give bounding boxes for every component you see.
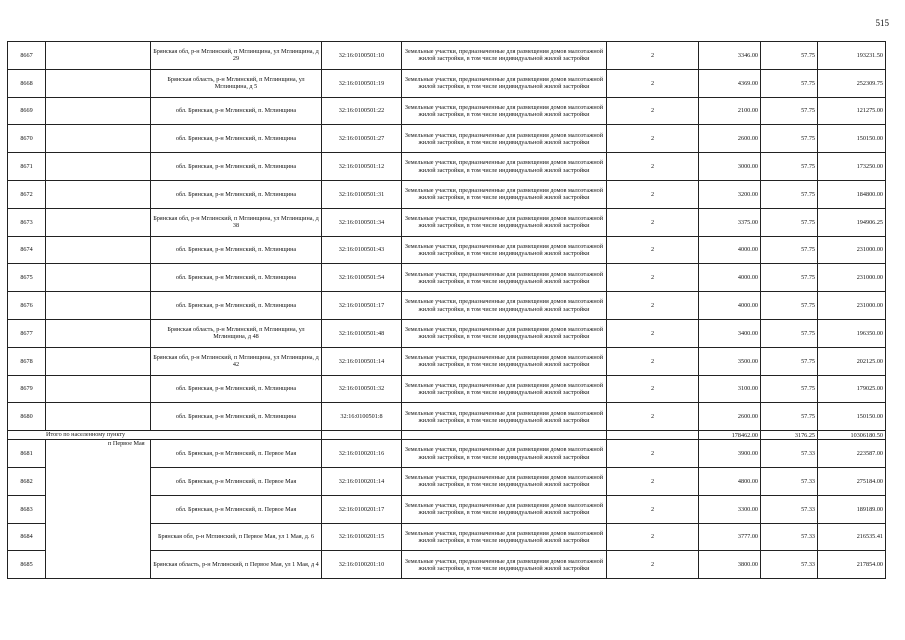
spacer-cell: [46, 375, 151, 403]
land-use-cell: Земельные участки, предназначенные для размещения домов малоэтажной жилой застройки, в том числе индивидуальной жилой застройки: [402, 523, 607, 551]
cadastral-value-cell: 150150.00: [818, 125, 886, 153]
address-cell: обл. Брянская, р-н Мглинский, п. Мглинщина: [151, 125, 322, 153]
area-cell: 3375.00: [699, 208, 761, 236]
rate-cell: 57.75: [761, 69, 818, 97]
address-cell: Брянская область, р-н Мглинский, п Первое Мая, ул 1 Мая, д 4: [151, 551, 322, 579]
address-cell: обл. Брянская, р-н Мглинский, п. Мглинщина: [151, 403, 322, 431]
rate-cell: 57.75: [761, 42, 818, 70]
address-cell: Брянская обл, р-н Мглинский, п Мглинщина, ул Мглинщина, д 38: [151, 208, 322, 236]
cadastral-number-cell: 32:16:0100201:14: [322, 467, 402, 495]
row-number: 8677: [8, 319, 46, 347]
area-cell: 3800.00: [699, 551, 761, 579]
land-use-cell: Земельные участки, предназначенные для размещения домов малоэтажной жилой застройки, в том числе индивидуальной жилой застройки: [402, 69, 607, 97]
land-use-cell: Земельные участки, предназначенные для размещения домов малоэтажной жилой застройки, в том числе индивидуальной жилой застройки: [402, 208, 607, 236]
cadastral-number-cell: 32:16:0100501:31: [322, 180, 402, 208]
table-row: [8, 153, 886, 181]
table-row: [8, 440, 886, 468]
land-use-cell: Земельные участки, предназначенные для размещения домов малоэтажной жилой застройки, в том числе индивидуальной жилой застройки: [402, 467, 607, 495]
rate-cell: 57.75: [761, 180, 818, 208]
subtotal-area: 178462.00: [699, 431, 761, 440]
row-number: 8668: [8, 69, 46, 97]
area-cell: 4000.00: [699, 264, 761, 292]
area-cell: 2600.00: [699, 125, 761, 153]
table-row: [8, 264, 886, 292]
table-row: [8, 375, 886, 403]
address-cell: обл. Брянская, р-н Мглинский, п. Мглинщина: [151, 180, 322, 208]
land-use-cell: Земельные участки, предназначенные для размещения домов малоэтажной жилой застройки, в том числе индивидуальной жилой застройки: [402, 319, 607, 347]
subtotal-body: [8, 431, 886, 440]
cadastral-value-cell: 173250.00: [818, 153, 886, 181]
category-cell: 2: [607, 264, 699, 292]
cadastral-value-cell: 231000.00: [818, 264, 886, 292]
cadastral-value-cell: 189189.00: [818, 495, 886, 523]
category-cell: 2: [607, 69, 699, 97]
land-registry-table: [7, 41, 886, 579]
land-use-cell: Земельные участки, предназначенные для размещения домов малоэтажной жилой застройки, в том числе индивидуальной жилой застройки: [402, 125, 607, 153]
subtotal-label: Итого по населенному пункту: [8, 431, 322, 440]
spacer-cell: [46, 42, 151, 70]
address-cell: Брянская обл, р-н Мглинский, п Мглинщина, ул Мглинщина, д 29: [151, 42, 322, 70]
cadastral-value-cell: 231000.00: [818, 292, 886, 320]
area-cell: 3100.00: [699, 375, 761, 403]
group1-body: [8, 42, 886, 431]
spacer-cell: [46, 292, 151, 320]
area-cell: 3400.00: [699, 319, 761, 347]
category-cell: 2: [607, 467, 699, 495]
rate-cell: 57.75: [761, 153, 818, 181]
area-cell: 3200.00: [699, 180, 761, 208]
row-number: 8682: [8, 467, 46, 495]
cadastral-value-cell: 196350.00: [818, 319, 886, 347]
row-number: 8685: [8, 551, 46, 579]
rate-cell: 57.75: [761, 125, 818, 153]
cadastral-value-cell: 202125.00: [818, 347, 886, 375]
category-cell: 2: [607, 347, 699, 375]
cadastral-value-cell: 184800.00: [818, 180, 886, 208]
cadastral-number-cell: 32:16:0100501:32: [322, 375, 402, 403]
cadastral-number-cell: 32:16:0100501:27: [322, 125, 402, 153]
address-cell: обл. Брянская, р-н Мглинский, п. Мглинщина: [151, 375, 322, 403]
row-number: 8670: [8, 125, 46, 153]
rate-cell: 57.75: [761, 97, 818, 125]
row-number: 8667: [8, 42, 46, 70]
area-cell: 3000.00: [699, 153, 761, 181]
cadastral-number-cell: 32:16:0100501:10: [322, 42, 402, 70]
cadastral-number-cell: 32:16:0100501:34: [322, 208, 402, 236]
cadastral-number-cell: 32:16:0100201:15: [322, 523, 402, 551]
land-use-cell: Земельные участки, предназначенные для размещения домов малоэтажной жилой застройки, в том числе индивидуальной жилой застройки: [402, 264, 607, 292]
spacer-cell: [46, 347, 151, 375]
category-cell: 2: [607, 375, 699, 403]
rate-cell: 57.33: [761, 495, 818, 523]
row-number: 8684: [8, 523, 46, 551]
table-row: [8, 42, 886, 70]
cadastral-value-cell: 223587.00: [818, 440, 886, 468]
category-cell: 2: [607, 125, 699, 153]
cadastral-value-cell: 179025.00: [818, 375, 886, 403]
row-number: 8674: [8, 236, 46, 264]
land-use-cell: Земельные участки, предназначенные для размещения домов малоэтажной жилой застройки, в том числе индивидуальной жилой застройки: [402, 551, 607, 579]
land-use-cell: Земельные участки, предназначенные для размещения домов малоэтажной жилой застройки, в том числе индивидуальной жилой застройки: [402, 180, 607, 208]
category-cell: 2: [607, 551, 699, 579]
area-cell: 3500.00: [699, 347, 761, 375]
area-cell: 2600.00: [699, 403, 761, 431]
land-use-cell: Земельные участки, предназначенные для размещения домов малоэтажной жилой застройки, в том числе индивидуальной жилой застройки: [402, 97, 607, 125]
row-number: 8683: [8, 495, 46, 523]
group2-body: [8, 440, 886, 579]
row-number: 8673: [8, 208, 46, 236]
cadastral-value-cell: 216535.41: [818, 523, 886, 551]
area-cell: 4800.00: [699, 467, 761, 495]
area-cell: 4369.00: [699, 69, 761, 97]
table-row: [8, 125, 886, 153]
table-row: [8, 208, 886, 236]
area-cell: 3777.00: [699, 523, 761, 551]
address-cell: обл. Брянская, р-н Мглинский, п. Мглинщина: [151, 264, 322, 292]
table-row: [8, 319, 886, 347]
address-cell: Брянская область, р-н Мглинский, п Мглинщина, ул Мглинщина, д 5: [151, 69, 322, 97]
cadastral-value-cell: 193231.50: [818, 42, 886, 70]
subtotal-value: 10306180.50: [818, 431, 886, 440]
rate-cell: 57.75: [761, 292, 818, 320]
spacer-cell: [46, 264, 151, 292]
cadastral-number-cell: 32:16:0100201:17: [322, 495, 402, 523]
spacer-cell: [46, 153, 151, 181]
category-cell: 2: [607, 319, 699, 347]
rate-cell: 57.75: [761, 403, 818, 431]
cadastral-value-cell: 121275.00: [818, 97, 886, 125]
land-use-cell: Земельные участки, предназначенные для размещения домов малоэтажной жилой застройки, в том числе индивидуальной жилой застройки: [402, 347, 607, 375]
rate-cell: 57.75: [761, 236, 818, 264]
row-number: 8669: [8, 97, 46, 125]
land-use-cell: Земельные участки, предназначенные для размещения домов малоэтажной жилой застройки, в том числе индивидуальной жилой застройки: [402, 236, 607, 264]
land-use-cell: Земельные участки, предназначенные для размещения домов малоэтажной жилой застройки, в том числе индивидуальной жилой застройки: [402, 153, 607, 181]
rate-cell: 57.75: [761, 319, 818, 347]
table-row: [8, 97, 886, 125]
row-number: 8681: [8, 440, 46, 468]
category-cell: 2: [607, 208, 699, 236]
table-row: [8, 292, 886, 320]
category-cell: 2: [607, 42, 699, 70]
spacer-cell: [46, 208, 151, 236]
category-cell: 2: [607, 523, 699, 551]
category-cell: 2: [607, 292, 699, 320]
row-number: 8672: [8, 180, 46, 208]
category-cell: 2: [607, 495, 699, 523]
address-cell: обл. Брянская, р-н Мглинский, п. Первое Мая: [151, 495, 322, 523]
cadastral-number-cell: 32:16:0100501:19: [322, 69, 402, 97]
land-use-cell: Земельные участки, предназначенные для размещения домов малоэтажной жилой застройки, в том числе индивидуальной жилой застройки: [402, 375, 607, 403]
table-row: [8, 403, 886, 431]
land-use-cell: Земельные участки, предназначенные для размещения домов малоэтажной жилой застройки, в том числе индивидуальной жилой застройки: [402, 440, 607, 468]
land-use-cell: Земельные участки, предназначенные для размещения домов малоэтажной жилой застройки, в том числе индивидуальной жилой застройки: [402, 292, 607, 320]
category-cell: 2: [607, 97, 699, 125]
cadastral-value-cell: 217854.00: [818, 551, 886, 579]
cadastral-number-cell: 32:16:0100201:10: [322, 551, 402, 579]
subtotal-row: [8, 431, 886, 440]
category-cell: 2: [607, 153, 699, 181]
address-cell: Брянская обл, р-н Мглинский, п Первое Мая, ул 1 Мая, д. 6: [151, 523, 322, 551]
land-use-cell: Земельные участки, предназначенные для размещения домов малоэтажной жилой застройки, в том числе индивидуальной жилой застройки: [402, 495, 607, 523]
row-number: 8679: [8, 375, 46, 403]
table-row: [8, 347, 886, 375]
area-cell: 3900.00: [699, 440, 761, 468]
locality-label: п Первое Мая: [46, 440, 151, 579]
table-row: [8, 69, 886, 97]
rate-cell: 57.75: [761, 375, 818, 403]
cadastral-number-cell: 32:16:0100201:16: [322, 440, 402, 468]
area-cell: 2100.00: [699, 97, 761, 125]
address-cell: обл. Брянская, р-н Мглинский, п. Мглинщина: [151, 97, 322, 125]
spacer-cell: [46, 97, 151, 125]
spacer-cell: [46, 319, 151, 347]
rate-cell: 57.75: [761, 347, 818, 375]
area-cell: 3346.00: [699, 42, 761, 70]
cadastral-number-cell: 32:16:0100501:8: [322, 403, 402, 431]
table-row: [8, 236, 886, 264]
category-cell: 2: [607, 180, 699, 208]
rate-cell: 57.75: [761, 264, 818, 292]
row-number: 8676: [8, 292, 46, 320]
cadastral-value-cell: 150150.00: [818, 403, 886, 431]
rate-cell: 57.33: [761, 467, 818, 495]
cadastral-number-cell: 32:16:0100501:48: [322, 319, 402, 347]
cadastral-number-cell: 32:16:0100501:22: [322, 97, 402, 125]
address-cell: Брянская обл, р-н Мглинский, п Мглинщина, ул Мглинщина, д 42: [151, 347, 322, 375]
spacer-cell: [46, 125, 151, 153]
area-cell: 4000.00: [699, 292, 761, 320]
category-cell: 2: [607, 236, 699, 264]
subtotal-rate: 3176.25: [761, 431, 818, 440]
area-cell: 3300.00: [699, 495, 761, 523]
spacer-cell: [46, 236, 151, 264]
category-cell: 2: [607, 440, 699, 468]
table-row: [8, 180, 886, 208]
cadastral-number-cell: 32:16:0100501:17: [322, 292, 402, 320]
rate-cell: 57.33: [761, 523, 818, 551]
address-cell: обл. Брянская, р-н Мглинский, п. Первое Мая: [151, 467, 322, 495]
cadastral-value-cell: 231000.00: [818, 236, 886, 264]
address-cell: Брянская область, р-н Мглинский, п Мглинщина, ул Мглинщина, д 48: [151, 319, 322, 347]
address-cell: обл. Брянская, р-н Мглинский, п. Первое Мая: [151, 440, 322, 468]
row-number: 8678: [8, 347, 46, 375]
land-use-cell: Земельные участки, предназначенные для размещения домов малоэтажной жилой застройки, в том числе индивидуальной жилой застройки: [402, 403, 607, 431]
address-cell: обл. Брянская, р-н Мглинский, п. Мглинщина: [151, 292, 322, 320]
rate-cell: 57.33: [761, 551, 818, 579]
spacer-cell: [46, 180, 151, 208]
cadastral-number-cell: 32:16:0100501:54: [322, 264, 402, 292]
area-cell: 4000.00: [699, 236, 761, 264]
cadastral-value-cell: 252309.75: [818, 69, 886, 97]
spacer-cell: [46, 69, 151, 97]
row-number: 8671: [8, 153, 46, 181]
cadastral-number-cell: 32:16:0100501:43: [322, 236, 402, 264]
rate-cell: 57.33: [761, 440, 818, 468]
spacer-cell: [46, 403, 151, 431]
cadastral-number-cell: 32:16:0100501:14: [322, 347, 402, 375]
address-cell: обл. Брянская, р-н Мглинский, п. Мглинщина: [151, 153, 322, 181]
page-number: 515: [875, 18, 889, 28]
row-number: 8680: [8, 403, 46, 431]
category-cell: 2: [607, 403, 699, 431]
cadastral-value-cell: 275184.00: [818, 467, 886, 495]
land-use-cell: Земельные участки, предназначенные для размещения домов малоэтажной жилой застройки, в том числе индивидуальной жилой застройки: [402, 42, 607, 70]
rate-cell: 57.75: [761, 208, 818, 236]
row-number: 8675: [8, 264, 46, 292]
cadastral-value-cell: 194906.25: [818, 208, 886, 236]
address-cell: обл. Брянская, р-н Мглинский, п. Мглинщина: [151, 236, 322, 264]
cadastral-number-cell: 32:16:0100501:12: [322, 153, 402, 181]
